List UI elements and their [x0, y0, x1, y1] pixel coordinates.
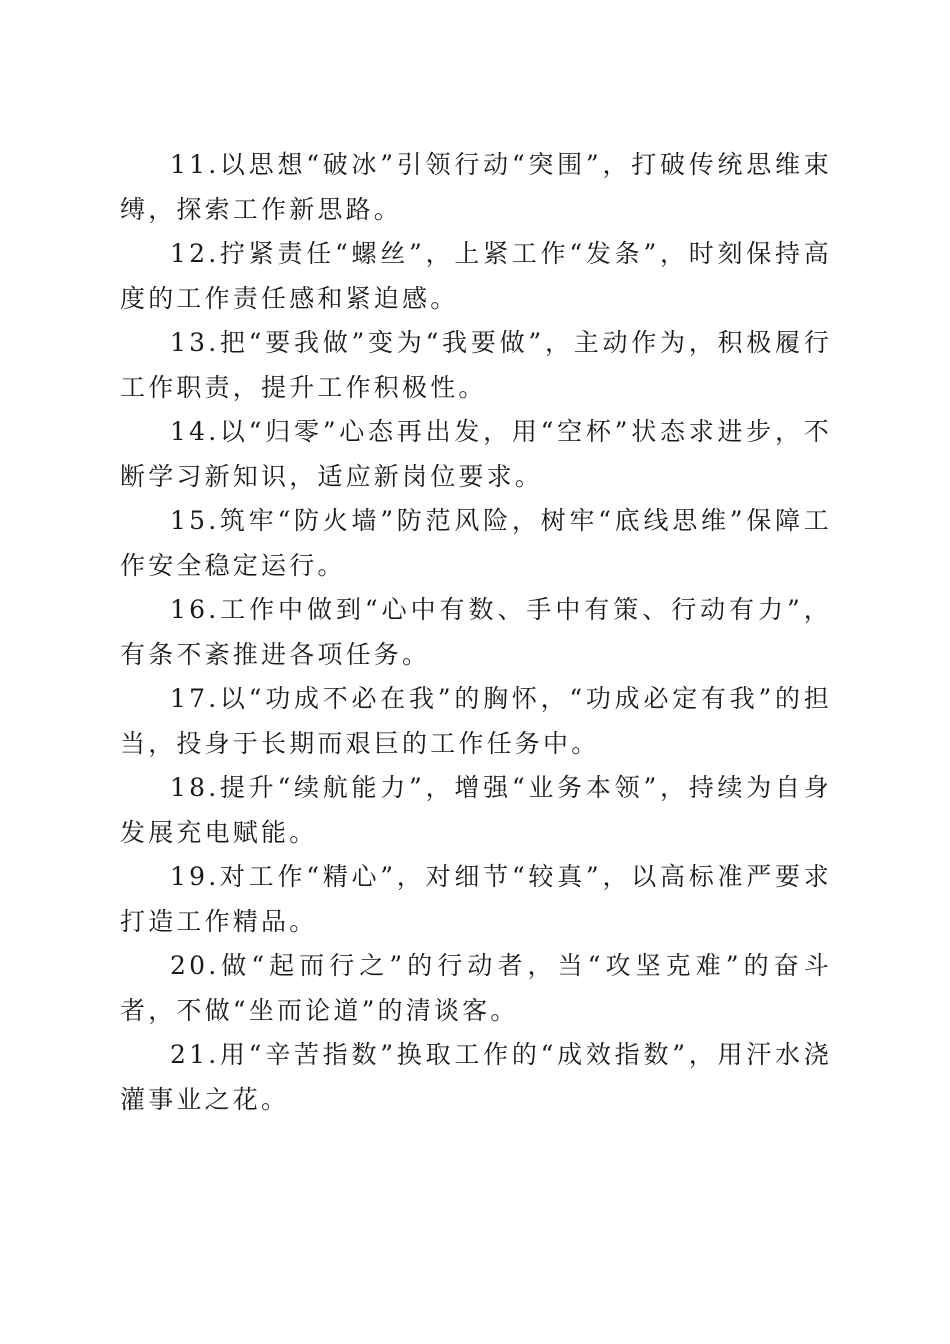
paragraph-18: 18.提升“续航能力”，增强“业务本领”，持续为自身发展充电赋能。 [120, 773, 832, 847]
document-body [120, 143, 832, 1122]
paragraph-12: 12.拧紧责任“螺丝”，上紧工作“发条”，时刻保持高度的工作责任感和紧迫感。 [120, 239, 832, 313]
paragraph-20: 20.做“起而行之”的行动者，当“攻坚克难”的奋斗者，不做“坐而论道”的清谈客。 [120, 951, 832, 1025]
paragraph-11: 11.以思想“破冰”引领行动“突围”，打破传统思维束缚，探索工作新思路。 [120, 150, 832, 224]
paragraph-13: 13.把“要我做”变为“我要做”，主动作为，积极履行工作职责，提升工作积极性。 [120, 328, 832, 402]
paragraph-14: 14.以“归零”心态再出发，用“空杯”状态求进步，不断学习新知识，适应新岗位要求。 [120, 417, 832, 491]
paragraph-16: 16.工作中做到“心中有数、手中有策、行动有力”，有条不紊推进各项任务。 [120, 595, 832, 669]
paragraph-19: 19.对工作“精心”，对细节“较真”，以高标准严要求打造工作精品。 [120, 862, 832, 936]
paragraph-15: 15.筑牢“防火墙”防范风险，树牢“底线思维”保障工作安全稳定运行。 [120, 506, 832, 580]
paragraph-17: 17.以“功成不必在我”的胸怀，“功成必定有我”的担当，投身于长期而艰巨的工作任务中。 [120, 684, 832, 758]
paragraph-21: 21.用“辛苦指数”换取工作的“成效指数”，用汗水浇灌事业之花。 [120, 1040, 832, 1114]
